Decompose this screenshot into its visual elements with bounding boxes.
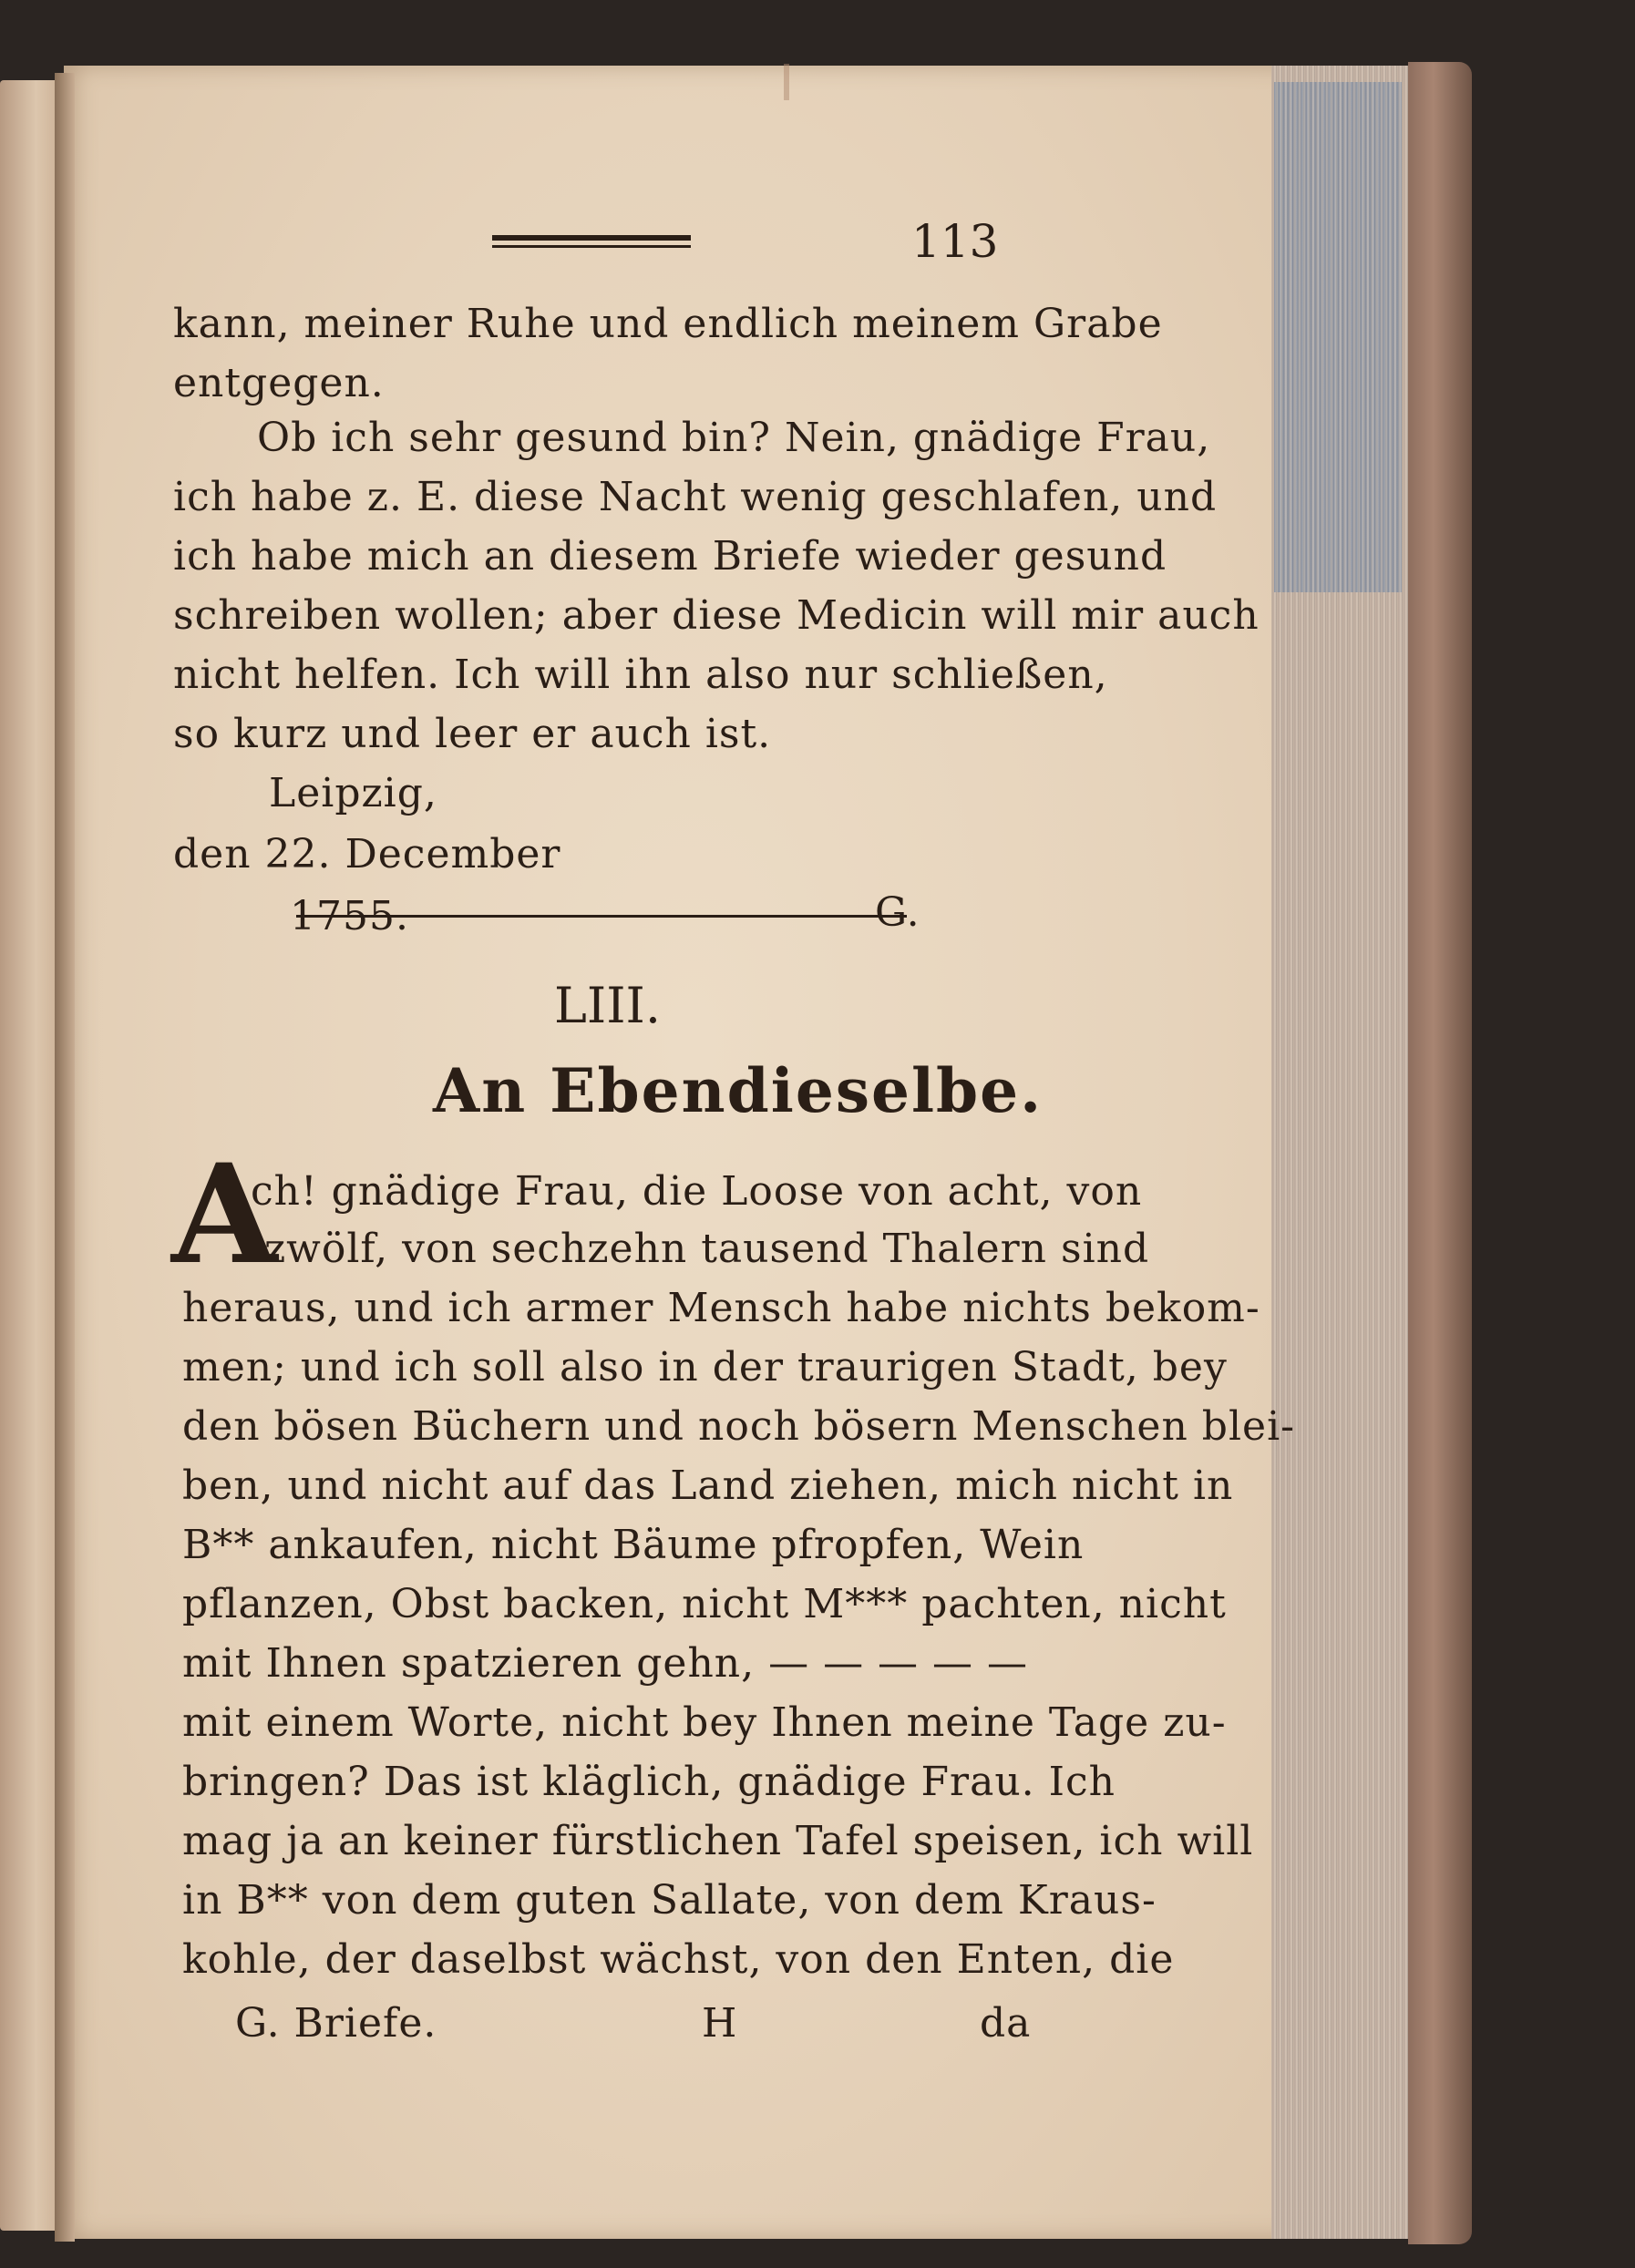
book-cover-edge (1408, 62, 1472, 2244)
text-line: pflanzen, Obst backen, nicht M*** pachten, nicht (182, 1581, 1227, 1627)
text-line: ich habe z. E. diese Nacht wenig geschlafen, und (173, 474, 1218, 520)
text-line: B** ankaufen, nicht Bäume pfropfen, Wein (182, 1522, 1085, 1568)
footer-catchword: da (980, 2000, 1032, 2047)
text-line: heraus, und ich armer Mensch habe nichts bekom- (182, 1285, 1260, 1331)
text-line: den bösen Büchern und noch bösern Menschen blei- (182, 1403, 1296, 1450)
text-line: men; und ich soll also in der traurigen Stadt, bey (182, 1344, 1228, 1391)
text-line: kohle, der daselbst wächst, von den Enten, die (182, 1936, 1175, 1983)
text-line: schreiben wollen; aber diese Medicin will mir auch (173, 592, 1260, 639)
drop-cap: A (171, 1134, 278, 1295)
footer-signature-mark: H (702, 2000, 738, 2047)
section-divider (296, 915, 907, 918)
text-line: ben, und nicht auf das Land ziehen, mich nicht in (182, 1462, 1234, 1509)
text-line: so kurz und leer er auch ist. (173, 711, 772, 757)
letter-heading: An Ebendieselbe. (433, 1055, 1044, 1126)
text-line: ch! gnädige Frau, die Loose von acht, von (251, 1168, 1143, 1215)
text-line: Ob ich sehr gesund bin? Nein, gnädige Frau, (257, 415, 1211, 461)
text-line: nicht helfen. Ich will ihn also nur schließen, (173, 652, 1108, 698)
letter-year: 1755. (290, 893, 409, 939)
page-block-edge-tint (1274, 82, 1402, 592)
footer-book-title: G. Briefe. (235, 2000, 437, 2047)
text-line: kann, meiner Ruhe und endlich meinem Grabe (173, 301, 1163, 347)
text-line: entgegen. (173, 360, 385, 406)
text-line: bringen? Das ist kläglich, gnädige Frau. Ich (182, 1759, 1116, 1805)
paper-mark (784, 64, 789, 100)
text-line: mit Ihnen spatzieren gehn, — — — — — (182, 1640, 1029, 1687)
letter-number: LIII. (554, 977, 662, 1034)
header-double-rule (492, 235, 691, 248)
text-line: mit einem Worte, nicht bey Ihnen meine Tage zu- (182, 1699, 1227, 1746)
text-line: in B** von dem guten Sallate, von dem Kraus- (182, 1877, 1157, 1924)
page-number: 113 (911, 215, 999, 268)
letter-signature: G. (875, 889, 920, 936)
letter-date: den 22. December (173, 831, 561, 877)
text-line: mag ja an keiner fürstlichen Tafel speisen, ich will (182, 1818, 1254, 1864)
text-line: ich habe mich an diesem Briefe wieder gesund (173, 533, 1167, 580)
text-line: zwölf, von sechzehn tausend Thalern sind (264, 1226, 1150, 1272)
letter-place: Leipzig, (269, 770, 437, 816)
book-gutter (55, 73, 75, 2242)
